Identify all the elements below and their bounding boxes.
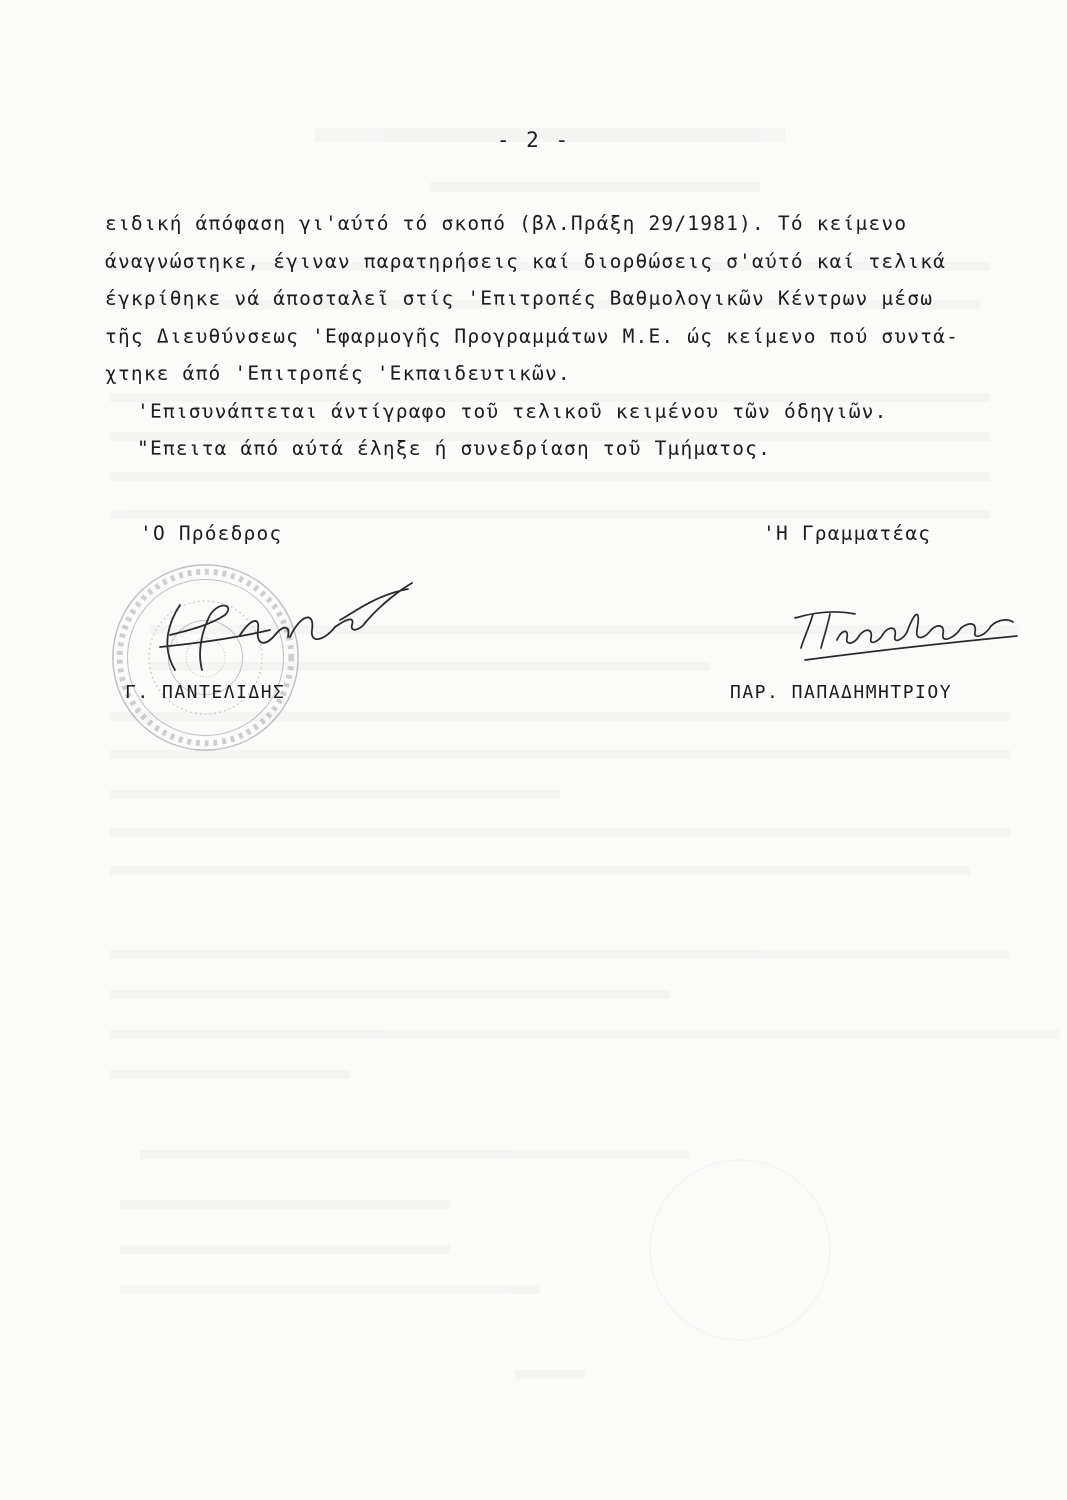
president-name: Γ. ΠΑΝΤΕΛΙΔΗΣ — [125, 682, 286, 703]
minutes-body — [105, 205, 1005, 468]
secretary-role: 'Η Γραμματέας — [763, 522, 932, 545]
closing-line: "Επειτα άπό αύτά έληξε ή συνεδρίαση τοῦ Τμήματος. — [137, 437, 772, 460]
president-role: 'Ο Πρόεδρος — [140, 522, 283, 545]
body-line: έγκρίθηκε νά άποσταλεῖ στίς 'Επιτροπές Βαθμολογικῶν Κέντρων μέσω — [105, 287, 934, 310]
body-line: τῆς Διευθύνσεως 'Εφαρμογῆς Προγραμμάτων Μ.Ε. ώς κείμενο πού συντά- — [105, 324, 960, 348]
attachment-line: 'Επισυνάπτεται άντίγραφο τοῦ τελικοῦ κειμένου τῶν όδηγιῶν. — [137, 399, 888, 423]
president-signature-icon — [140, 575, 440, 685]
secretary-signature-icon — [785, 600, 1025, 670]
body-line: άναγνώστηκε, έγιναν παρατηρήσεις καί διορθώσεις σ'αύτό καί τελικά — [105, 249, 947, 273]
body-line: χτηκε άπό 'Επιτροπές 'Εκπαιδευτικῶν. — [105, 362, 571, 385]
page-number: - 2 - — [496, 128, 571, 152]
secretary-name: ΠΑΡ. ΠΑΠΑΔΗΜΗΤΡΙΟΥ — [730, 682, 953, 703]
body-line: ειδική άπόφαση γι'αύτό τό σκοπό (βλ.Πράξη 29/1981). Τό κείμενο — [105, 212, 908, 235]
